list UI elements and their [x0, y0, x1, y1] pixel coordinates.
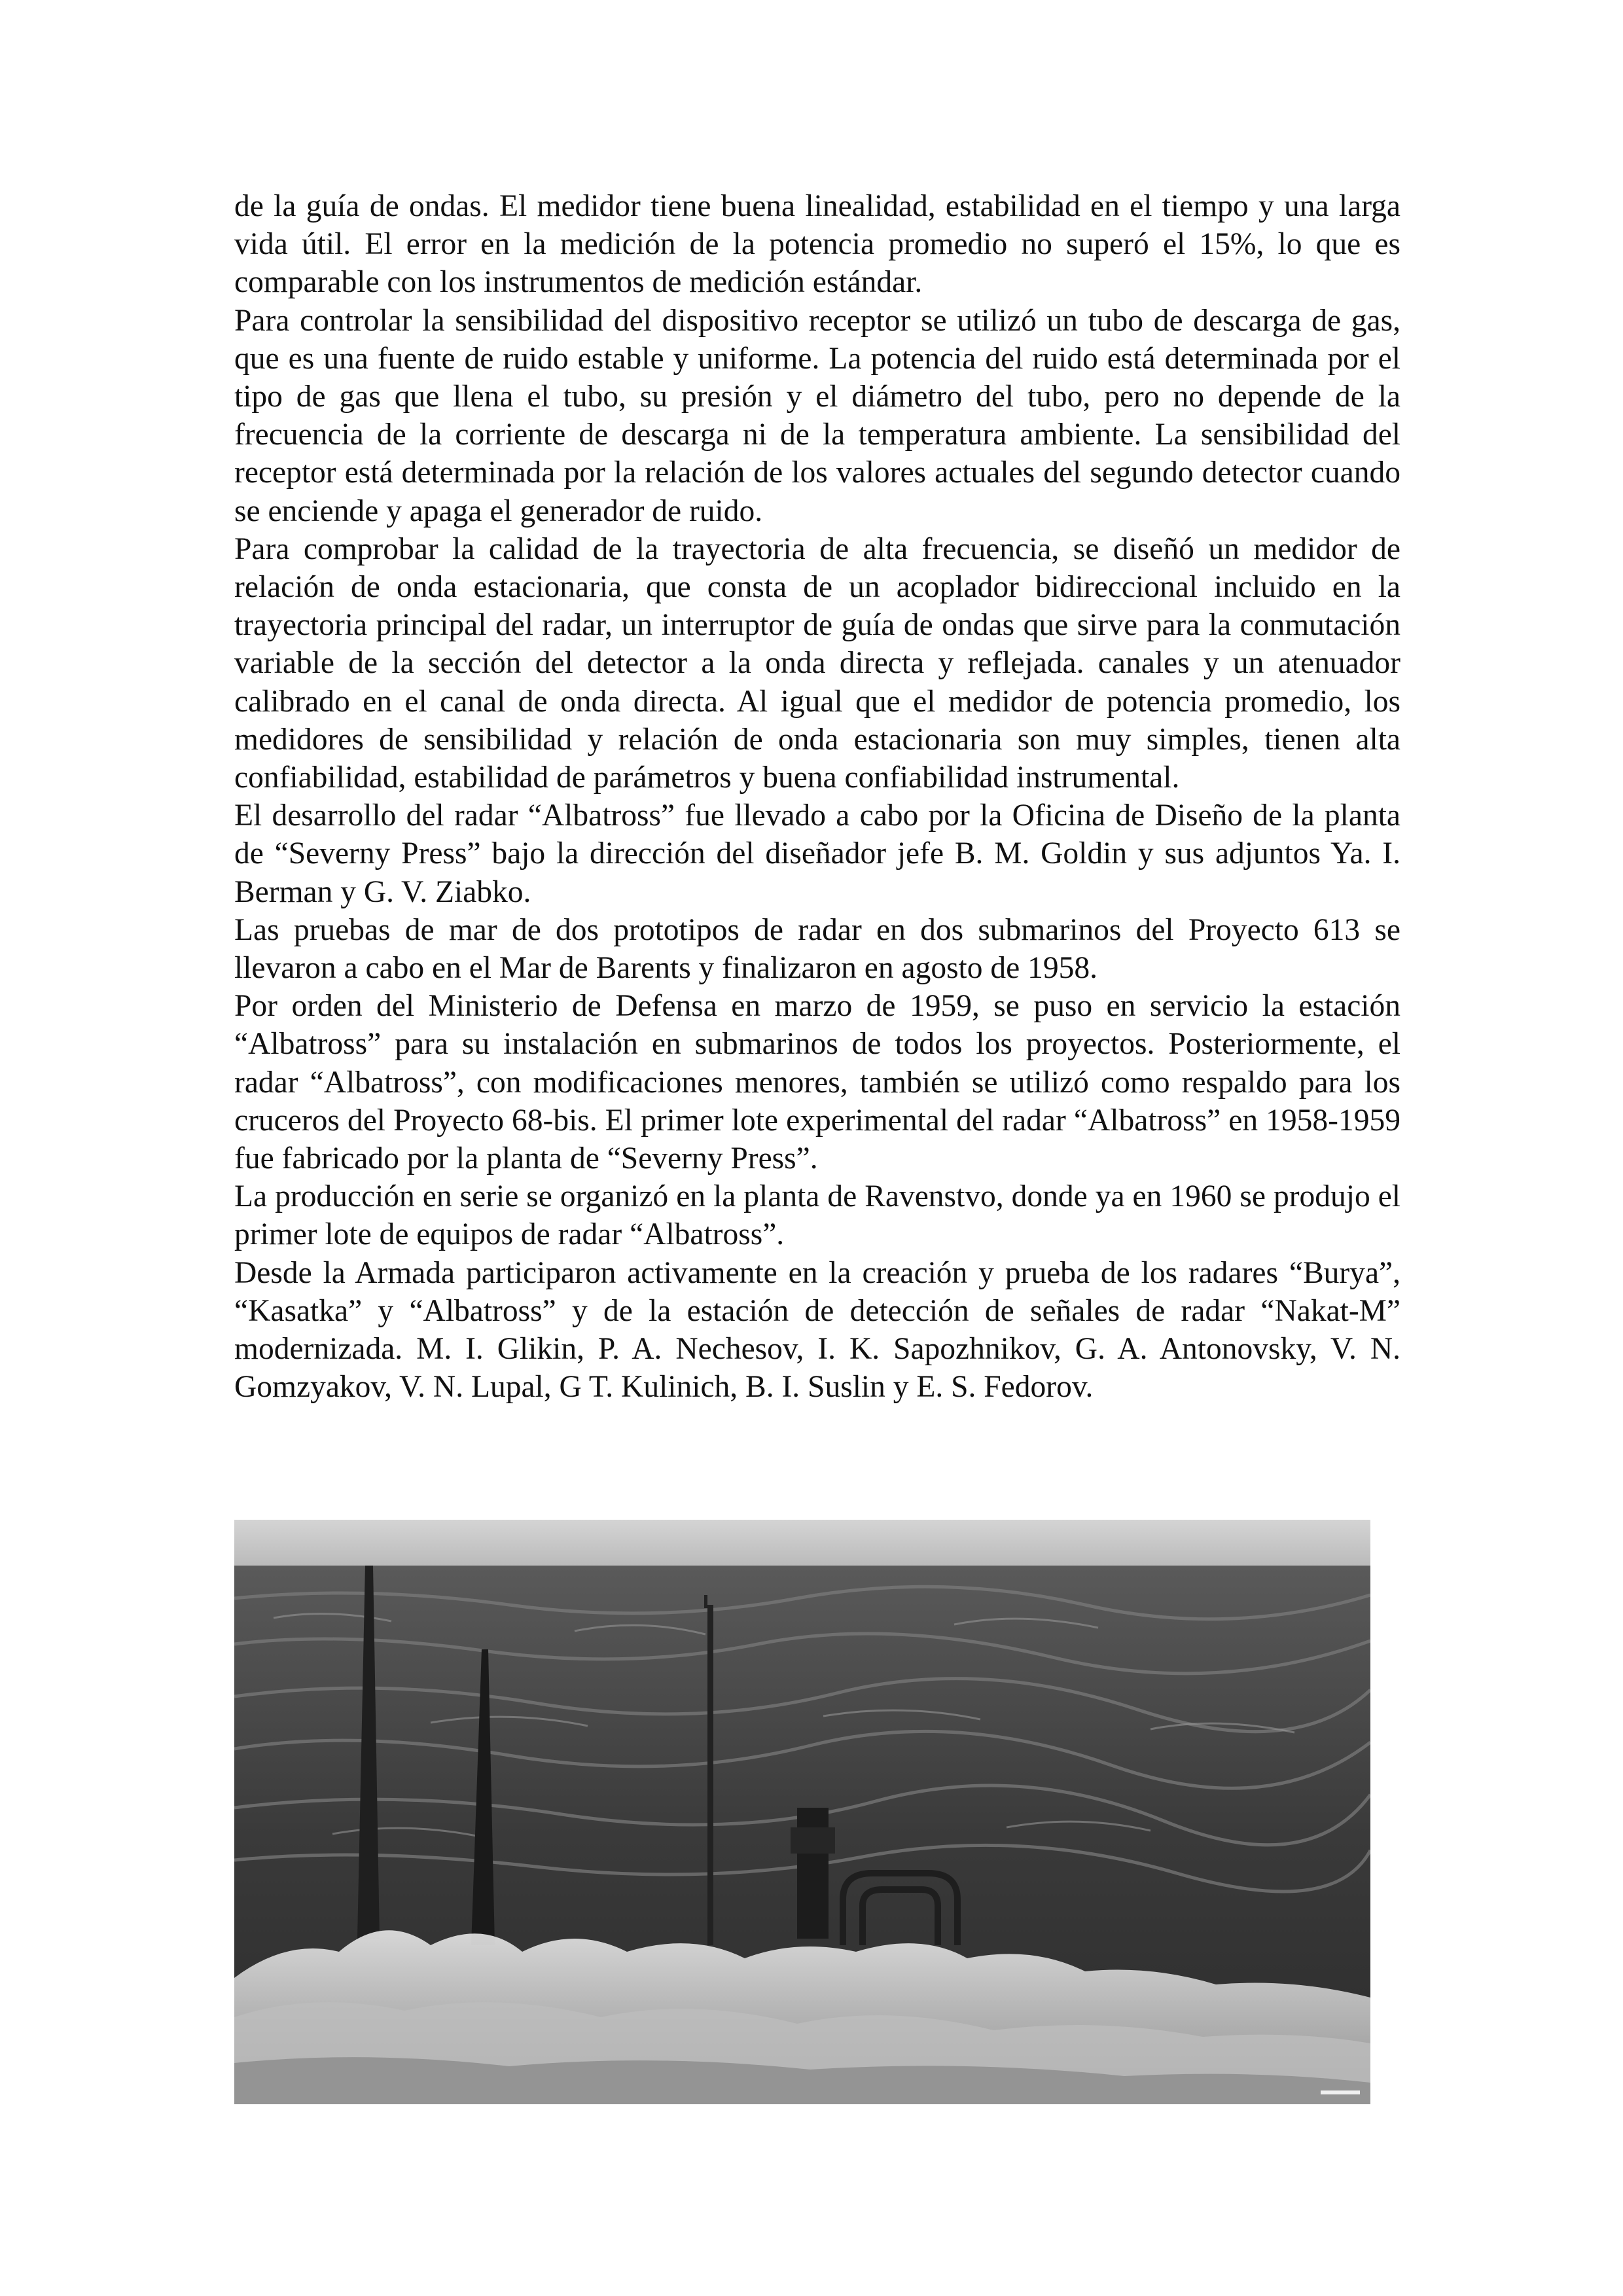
submarine-masts-photo-icon — [234, 1520, 1370, 2104]
paragraph-3: Para comprobar la calidad de la trayectoria de alta frecuencia, se diseñó un medidor de relación de onda estacionaria, que consta de un acoplador bidireccional incluido en la trayectoria principal del radar, un interruptor de guía de ondas que sirve para la conmutación variable de la sección del detector a la onda directa y reflejada. canales y un atenuador calibrado en el canal de onda directa. Al igual que el medidor de potencia promedio, los medidores de sensibilidad y relación de onda estacionaria son muy simples, tienen alta confiabilidad, estabilidad de parámetros y buena confiabilidad instrumental. — [234, 531, 1400, 795]
paragraph-1: de la guía de ondas. El medidor tiene buena linealidad, estabilidad en el tiempo y una larga vida útil. El error en la medición de la potencia promedio no superó el 15%, lo que es comparable con los instrumentos de medición estándar. — [234, 189, 1400, 300]
paragraph-7: La producción en serie se organizó en la planta de Ravenstvo, donde ya en 1960 se produjo el primer lote de equipos de radar “Albatross”. — [234, 1179, 1400, 1252]
submarine-masts-photo — [234, 1520, 1370, 2104]
paragraph-8: Desde la Armada participaron activamente en la creación y prueba de los radares “Burya”, “Kasatka” y “Albatross” y de la estación de detección de señales de radar “Nakat-M” modernizada. M. I. Glikin, P. A. Nechesov, I. K. Sapozhnikov, G. A. Antonovsky, V. N. Gomzyakov, V. N. Lupal, G T. Kulinich, B. I. Suslin y E. S. Fedorov. — [234, 1255, 1400, 1405]
paragraph-5: Las pruebas de mar de dos prototipos de radar en dos submarinos del Proyecto 613 se llevaron a cabo en el Mar de Barents y finalizaron en agosto de 1958. — [234, 912, 1400, 986]
paragraph-6: Por orden del Ministerio de Defensa en marzo de 1959, se puso en servicio la estación “Albatross” para su instalación en submarinos de todos los proyectos. Posteriormente, el radar “Albatross”, con modificaciones menores, también se utilizó como respaldo para los cruceros del Proyecto 68-bis. El primer lote experimental del radar “Albatross” en 1958-1959 fue fabricado por la planta de “Severny Press”. — [234, 989, 1400, 1176]
paragraph-2: Para controlar la sensibilidad del dispositivo receptor se utilizó un tubo de descarga de gas, que es una fuente de ruido estable y uniforme. La potencia del ruido está determinada por el tipo de gas que llena el tubo, su presión y el diámetro del tubo, pero no depende de la frecuencia de la corriente de descarga ni de la temperatura ambiente. La sensibilidad del receptor está determinada por la relación de los valores actuales del segundo detector cuando se enciende y apaga el generador de ruido. — [234, 303, 1400, 528]
body-text — [234, 187, 1400, 1407]
paragraph-4: El desarrollo del radar “Albatross” fue llevado a cabo por la Oficina de Diseño de la planta de “Severny Press” bajo la dirección del diseñador jefe B. M. Goldin y sus adjuntos Ya. I. Berman y G. V. Ziabko. — [234, 798, 1400, 909]
